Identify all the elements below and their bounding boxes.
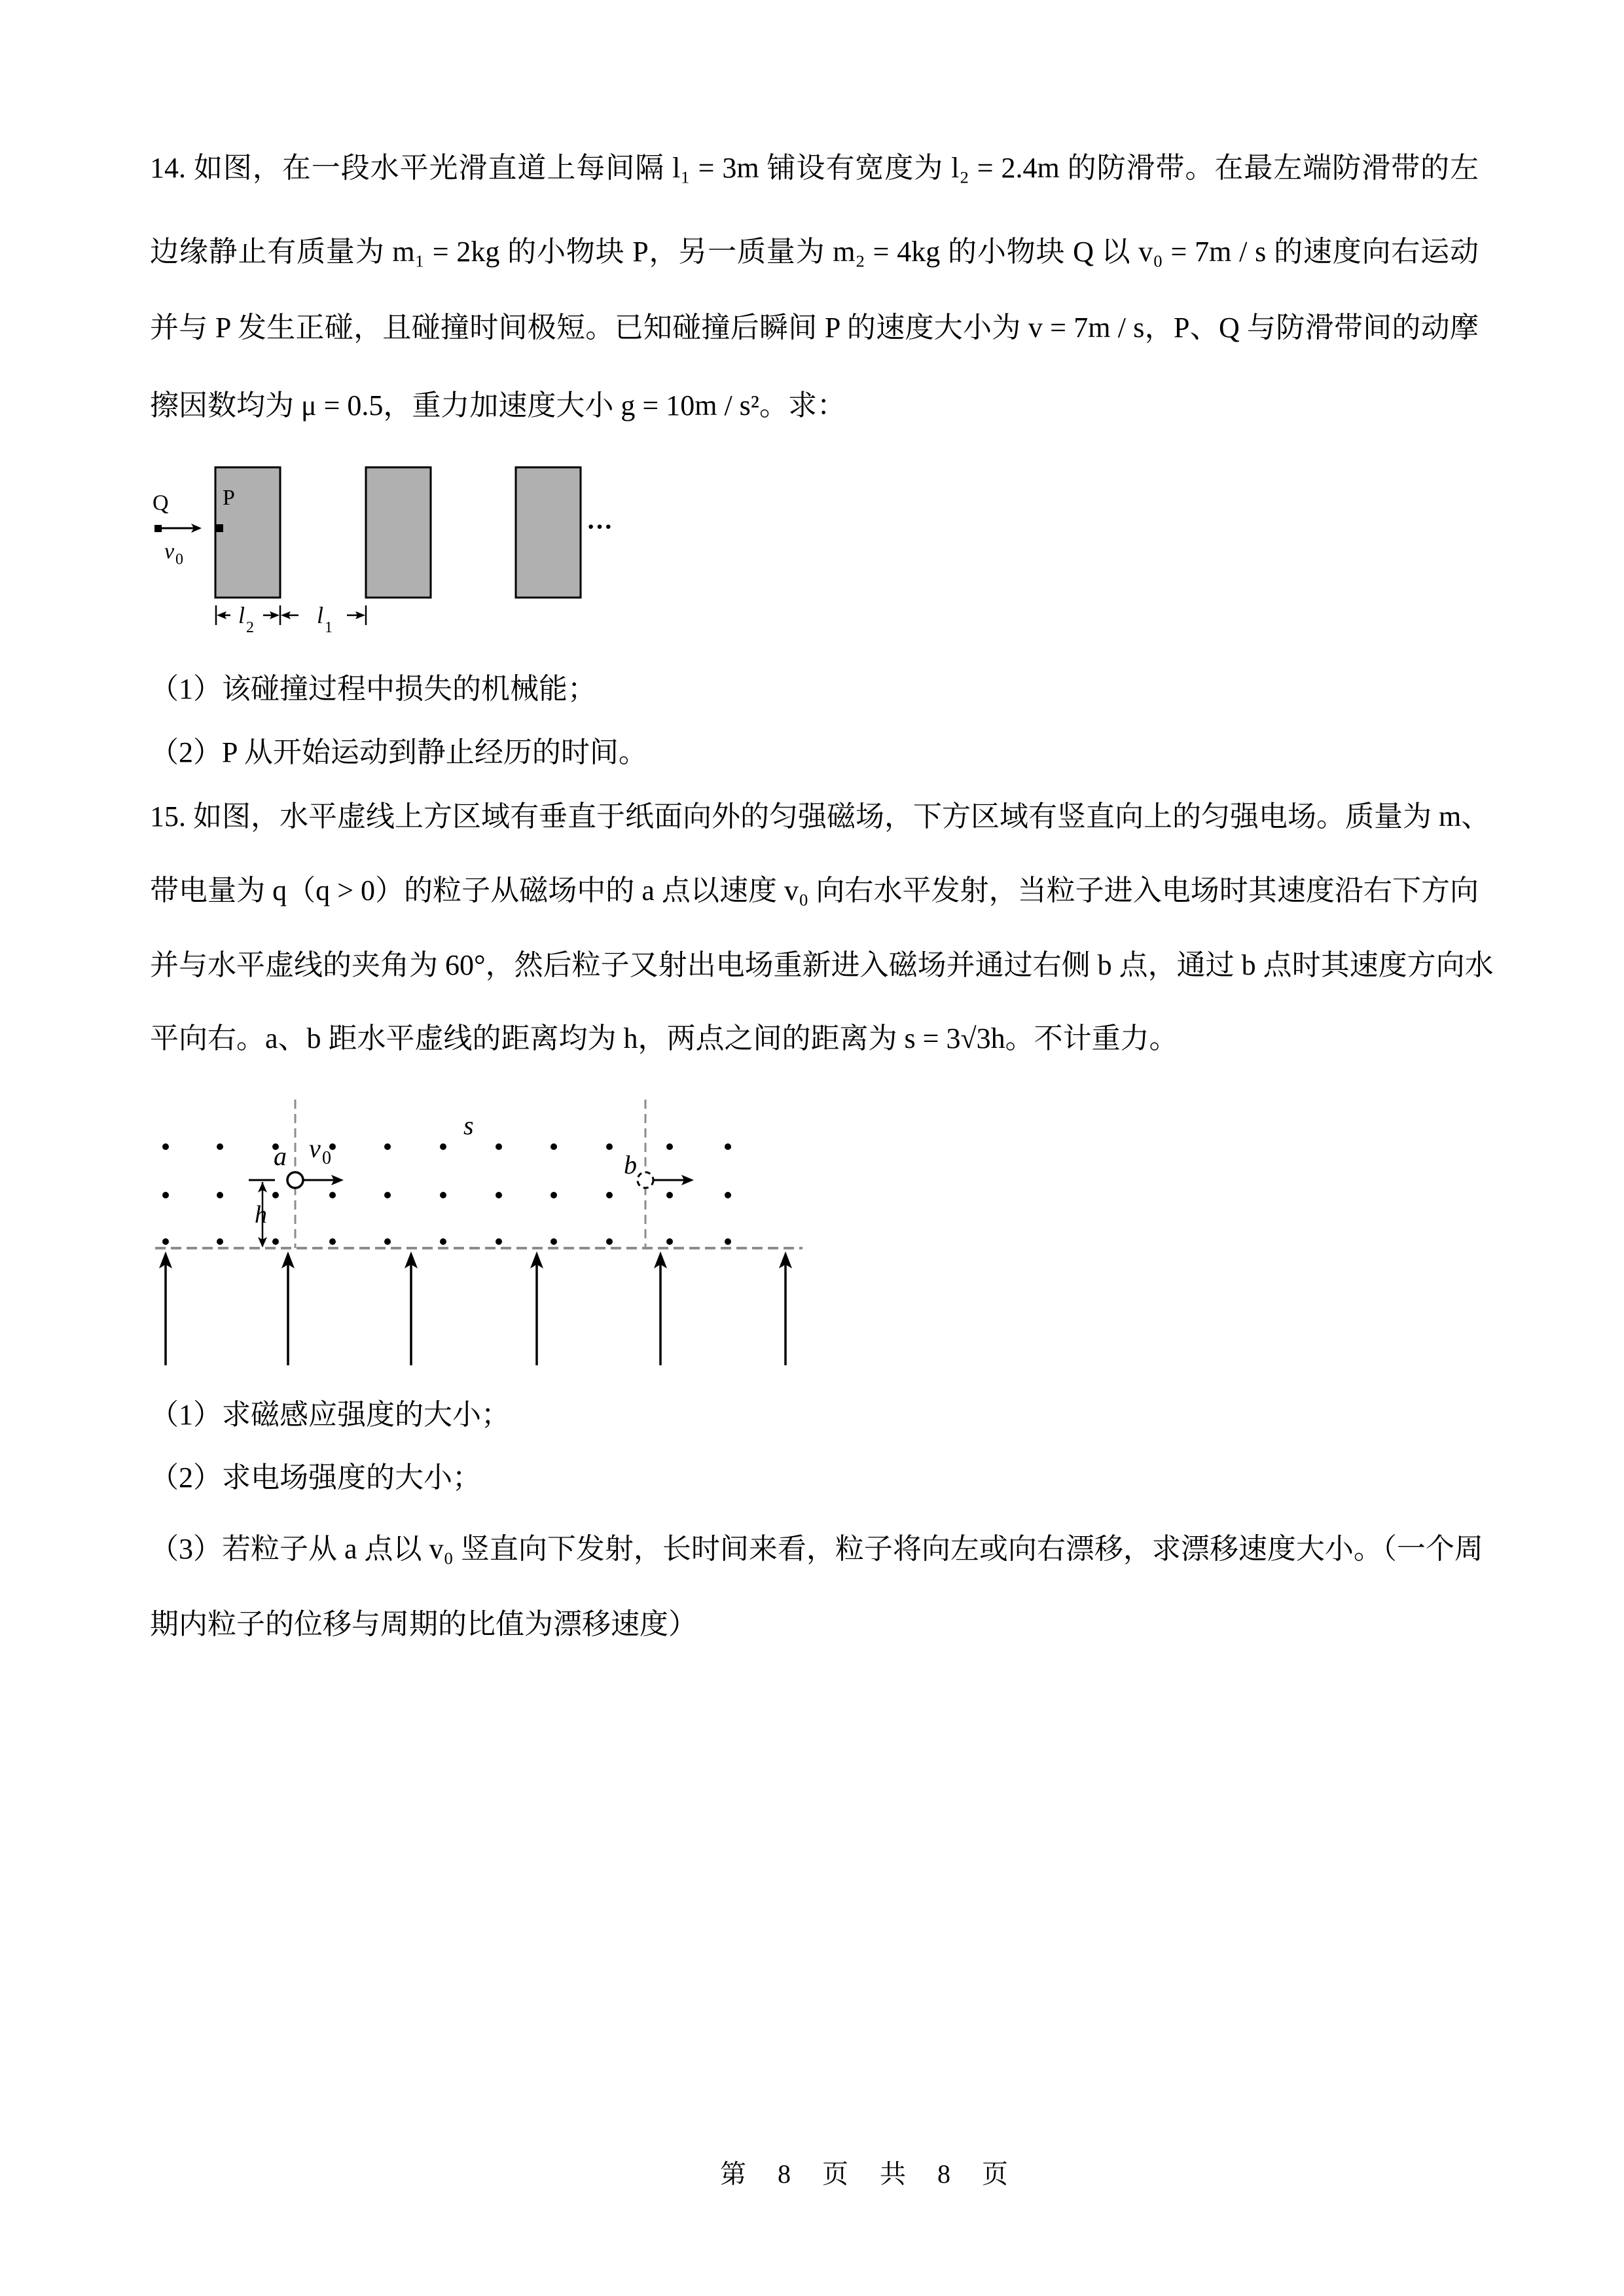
field-dot xyxy=(606,1143,613,1150)
label-h: h xyxy=(255,1201,267,1229)
label-l1: l xyxy=(317,602,324,628)
label-v0: v xyxy=(164,539,175,564)
anti-slip-strip-3 xyxy=(516,467,581,598)
field-dot xyxy=(725,1143,731,1150)
q14-line-1: 14. 如图，在一段水平光滑直道上每间隔 l₁ = 3m 铺设有宽度为 l₂ = 2.4m 的防滑带。在最左端防滑带的左 xyxy=(150,152,1479,184)
field-dot xyxy=(666,1143,673,1150)
field-dot xyxy=(440,1143,446,1150)
field-dot xyxy=(606,1192,613,1198)
field-dot xyxy=(384,1143,391,1150)
field-dot xyxy=(272,1192,279,1198)
field-dot xyxy=(217,1143,223,1150)
label-v0-sub: 0 xyxy=(175,551,183,568)
q14-line-2: 边缘静止有质量为 m₁ = 2kg 的小物块 P，另一质量为 m₂ = 4kg 的小物块 Q 以 v₀ = 7m / s 的速度向右运动 xyxy=(150,236,1479,268)
field-dot xyxy=(725,1192,731,1198)
anti-slip-strips xyxy=(215,467,581,598)
field-dot xyxy=(384,1192,391,1198)
label-l2-sub: 2 xyxy=(246,619,254,636)
label-v0-sub: 0 xyxy=(322,1148,331,1168)
field-dot xyxy=(550,1143,557,1150)
field-dot xyxy=(384,1238,391,1245)
page-footer: 第 8 页 共 8 页 xyxy=(720,2159,1016,2189)
field-dot xyxy=(725,1238,731,1245)
q15-question-3: （3）若粒子从 a 点以 v₀ 竖直向下发射，长时间来看，粒子将向左或向右漂移，求漂移速度大小。（一个周 xyxy=(150,1533,1483,1565)
block-p xyxy=(216,524,223,532)
field-dot xyxy=(217,1192,223,1198)
field-dot xyxy=(162,1192,169,1198)
field-dot xyxy=(440,1238,446,1245)
field-dot xyxy=(550,1238,557,1245)
label-q: Q xyxy=(153,491,169,515)
field-dot xyxy=(329,1238,336,1245)
q15-line-3: 并与水平虚线的夹角为 60°，然后粒子又射出电场重新进入磁场并通过右侧 b 点，通过 b 点时其速度方向水 xyxy=(150,949,1494,981)
field-dot xyxy=(496,1143,502,1150)
field-dot xyxy=(606,1238,613,1245)
field-dot xyxy=(550,1192,557,1198)
q14-line-4: 擦因数均为 μ = 0.5，重力加速度大小 g = 10m / s²。求： xyxy=(150,389,846,422)
field-dot xyxy=(666,1192,673,1198)
electric-field-arrows xyxy=(159,1251,792,1365)
particle-a xyxy=(287,1172,303,1188)
block-q xyxy=(154,525,162,532)
q15-question-3-continued: 期内粒子的位移与周期的比值为漂移速度） xyxy=(150,1608,697,1640)
field-dot xyxy=(496,1192,502,1198)
label-l2: l xyxy=(238,602,245,628)
q14-line-3: 并与 P 发生正碰，且碰撞时间极短。已知碰撞后瞬间 P 的速度大小为 v = 7m / s，P、Q 与防滑带间的动摩 xyxy=(150,312,1479,344)
q15-line-4: 平向右。a、b 距水平虚线的距离均为 h，两点之间的距离为 s = 3√3h。不计重力。 xyxy=(150,1022,1178,1054)
q15-line-1: 15. 如图，水平虚线上方区域有垂直于纸面向外的匀强磁场，下方区域有竖直向上的匀强电场。质量为 m、 xyxy=(150,800,1490,833)
field-dot xyxy=(162,1238,169,1245)
field-dot xyxy=(329,1192,336,1198)
field-dot xyxy=(440,1192,446,1198)
field-dot xyxy=(496,1238,502,1245)
label-p: P xyxy=(223,486,235,510)
label-s: s xyxy=(463,1111,474,1140)
q15-line-2: 带电量为 q（q > 0）的粒子从磁场中的 a 点以速度 v₀ 向右水平发射，当粒子进入电场时其速度沿右下方向 xyxy=(150,874,1479,906)
q14-figure xyxy=(144,458,641,648)
particle-b xyxy=(638,1172,653,1188)
label-a: a xyxy=(274,1141,287,1171)
field-dot xyxy=(217,1238,223,1245)
q15-figure xyxy=(144,1086,825,1374)
ellipsis: ··· xyxy=(586,512,613,541)
field-dot xyxy=(162,1143,169,1150)
q14-question-1: （1）该碰撞过程中损失的机械能； xyxy=(150,673,596,705)
q15-question-1: （1）求磁感应强度的大小； xyxy=(150,1399,510,1431)
anti-slip-strip-2 xyxy=(366,467,431,598)
label-b: b xyxy=(624,1150,637,1179)
q15-question-2: （2）求电场强度的大小； xyxy=(150,1462,481,1494)
field-dot xyxy=(272,1238,279,1245)
label-l1-sub: 1 xyxy=(325,619,333,636)
label-v0: v xyxy=(309,1134,321,1163)
q14-question-2: （2）P 从开始运动到静止经历的时间。 xyxy=(150,736,647,768)
field-dot xyxy=(666,1238,673,1245)
